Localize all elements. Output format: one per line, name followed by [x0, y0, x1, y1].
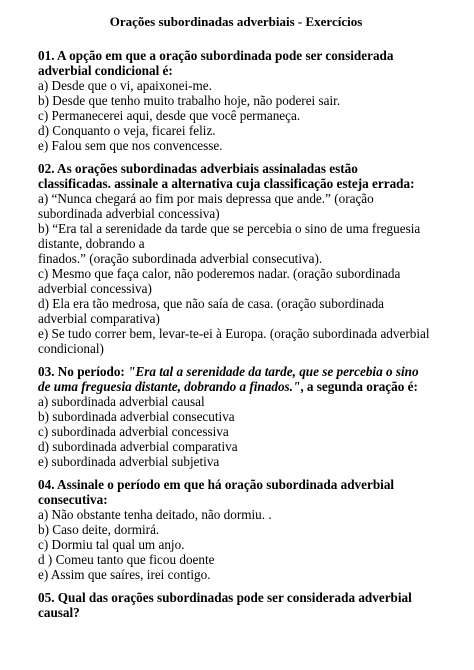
- question-02-option-b: b) “Era tal a serenidade da tarde que se percebia o sino de uma freguesia distante, dobrando a: [38, 221, 421, 251]
- question-03-option-a: a) subordinada adverbial causal: [38, 394, 205, 409]
- question-02-option-b-continued: finados.” (oração subordinada adverbial consecutiva).: [38, 251, 323, 266]
- question-02-statement: 02. As orações subordinadas adverbiais assinaladas estão classificadas. assinale a alternativa cuja classificação esteja errada:: [38, 161, 415, 191]
- question-04-option-c: c) Dormiu tal qual um anjo.: [38, 537, 185, 552]
- question-04: [38, 477, 434, 582]
- question-01-option-d: d) Conquanto o veja, ficarei feliz.: [38, 123, 216, 138]
- question-03-quote: "Era tal a serenidade da tarde, que se percebia o sino de uma freguesia distante, dobrando a finados.": [38, 364, 419, 394]
- question-04-option-a: a) Não obstante tenha deitado, não dormiu. .: [38, 507, 272, 522]
- question-03: [38, 364, 434, 469]
- question-04-statement: 04. Assinale o período em que há oração subordinada adverbial consecutiva:: [38, 477, 395, 507]
- question-01-option-e: e) Falou sem que nos convencesse.: [38, 138, 223, 153]
- question-01-statement: 01. A opção em que a oração subordinada pode ser considerada adverbial condicional é:: [38, 48, 394, 78]
- document-title: Orações subordinadas adverbiais - Exercícios: [109, 14, 363, 29]
- question-05: [38, 590, 434, 620]
- question-03-option-b: b) subordinada adverbial consecutiva: [38, 409, 235, 424]
- question-02-option-d: d) Ela era tão medrosa, que não saía de casa. (oração subordinada adverbial comparativa): [38, 296, 385, 326]
- question-03-option-d: d) subordinada adverbial comparativa: [38, 439, 238, 454]
- question-03-option-c: c) subordinada adverbial concessiva: [38, 424, 229, 439]
- question-01-option-b: b) Desde que tenho muito trabalho hoje, não poderei sair.: [38, 93, 341, 108]
- question-04-option-b: b) Caso deite, dormirá.: [38, 522, 160, 537]
- question-01-option-a: a) Desde que o vi, apaixonei-me.: [38, 78, 212, 93]
- question-01: [38, 48, 434, 153]
- question-02-option-c: c) Mesmo que faça calor, não poderemos nadar. (oração subordinada adverbial concessiva): [38, 266, 401, 296]
- question-03-prefix: 03. No período:: [38, 364, 129, 379]
- question-03-statement: [38, 364, 434, 394]
- question-03-suffix: , a segunda oração é:: [300, 379, 418, 394]
- question-05-statement: 05. Qual das orações subordinadas pode ser considerada adverbial causal?: [38, 590, 412, 620]
- question-03-option-e: e) subordinada adverbial subjetiva: [38, 454, 220, 469]
- question-02: [38, 161, 434, 356]
- question-04-option-e: e) Assim que saíres, irei contigo.: [38, 567, 211, 582]
- question-02-option-a: a) “Nunca chegará ao fim por mais depressa que ande.” (oração subordinada adverbial concessiva): [38, 191, 374, 221]
- question-04-option-d: d ) Comeu tanto que ficou doente: [38, 552, 215, 567]
- question-01-option-c: c) Permanecerei aqui, desde que você permaneça.: [38, 108, 301, 123]
- question-02-option-e: e) Se tudo correr bem, levar-te-ei à Europa. (oração subordinada adverbial condicional): [38, 326, 430, 356]
